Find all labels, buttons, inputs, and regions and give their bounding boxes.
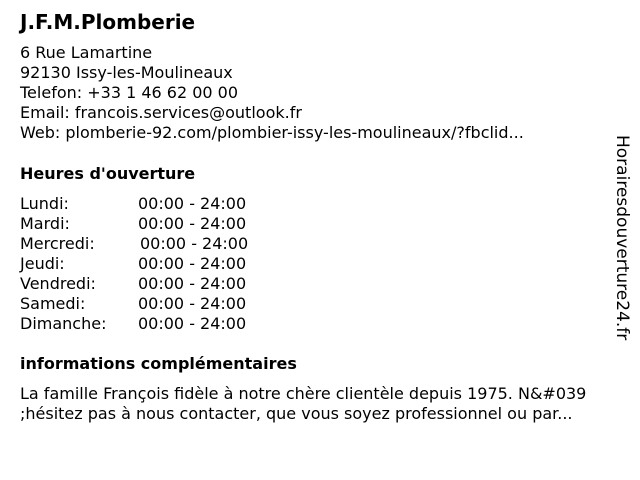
hours-day: Jeudi:: [20, 254, 65, 273]
hours-time: 00:00 - 24:00: [138, 274, 247, 293]
phone-number: Telefon: +33 1 46 62 00 00: [20, 83, 239, 102]
hours-time: 00:00 - 24:00: [138, 194, 247, 213]
hours-time: 00:00 - 24:00: [140, 234, 249, 253]
info-heading: informations complémentaires: [20, 354, 297, 373]
hours-row-jeudi: [20, 254, 280, 274]
hours-row-samedi: [20, 294, 280, 314]
hours-day: Mardi:: [20, 214, 70, 233]
hours-time: 00:00 - 24:00: [138, 214, 247, 233]
hours-heading: Heures d'ouverture: [20, 164, 196, 183]
info-text-line-1: La famille François fidèle à notre chère clientèle depuis 1975. N&#039: [20, 384, 587, 403]
hours-row-dimanche: [20, 314, 280, 334]
hours-day: Samedi:: [20, 294, 86, 313]
hours-row-mercredi: [20, 234, 280, 254]
hours-day: Dimanche:: [20, 314, 107, 333]
opening-hours-list: [20, 194, 280, 334]
hours-day: Lundi:: [20, 194, 69, 213]
website-link: Web: plomberie-92.com/plombier-issy-les-moulineaux/?fbclid...: [20, 123, 524, 142]
site-watermark: Horairesdouverture24.fr: [612, 135, 632, 341]
hours-row-vendredi: [20, 274, 280, 294]
info-text: [20, 384, 586, 424]
business-name: J.F.M.Plomberie: [20, 10, 196, 34]
email-address: Email: francois.services@outlook.fr: [20, 103, 302, 122]
hours-day: Vendredi:: [20, 274, 96, 293]
info-text-line-2: ;hésitez pas à nous contacter, que vous soyez professionnel ou par...: [20, 404, 573, 423]
city-address: 92130 Issy-les-Moulineaux: [20, 63, 233, 82]
contact-block: [20, 43, 524, 143]
street-address: 6 Rue Lamartine: [20, 43, 153, 62]
hours-row-mardi: [20, 214, 280, 234]
hours-day: Mercredi:: [20, 234, 95, 253]
hours-time: 00:00 - 24:00: [138, 254, 247, 273]
hours-time: 00:00 - 24:00: [138, 314, 247, 333]
hours-time: 00:00 - 24:00: [138, 294, 247, 313]
hours-row-lundi: [20, 194, 280, 214]
